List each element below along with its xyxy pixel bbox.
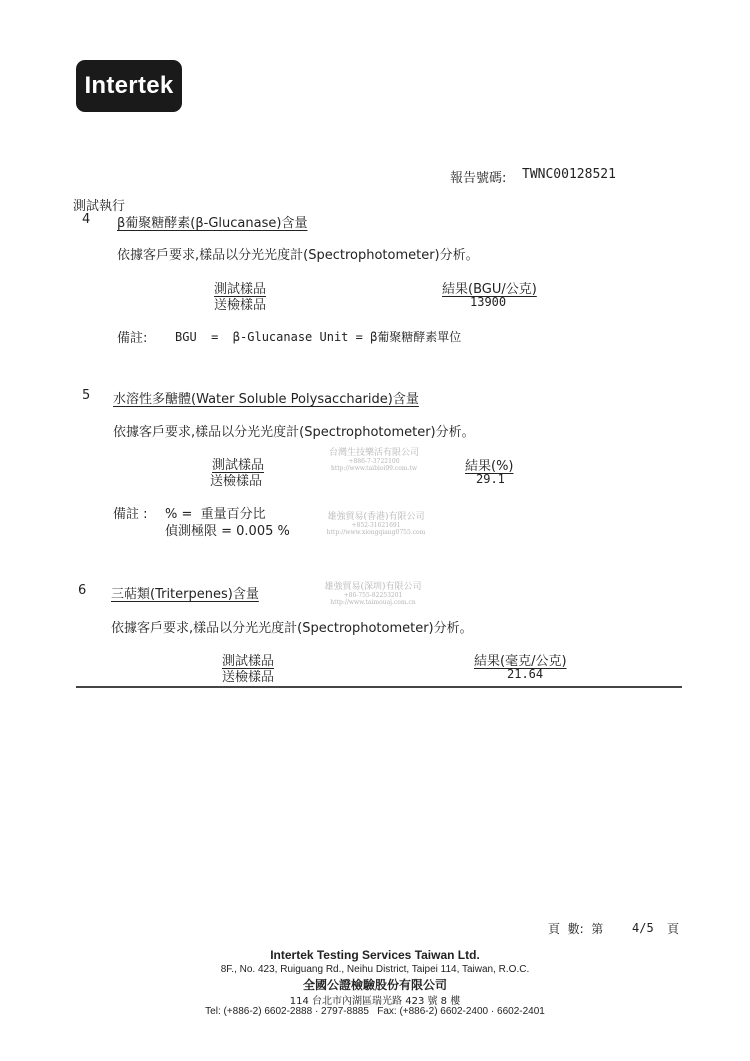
footer-address-zh: 114 台北市內湖區瑞光路 423 號 8 樓 (289, 996, 461, 1007)
watermark-url: http://www.taimouaj.com.cn (330, 599, 416, 606)
result-value: 13900 (470, 295, 507, 309)
watermark-url: http://www.xiongqiang0755.com (326, 529, 426, 536)
watermark-company: 雄強貿易(香港)有限公司 (327, 512, 425, 522)
result-value: 29.1 (476, 472, 505, 486)
sample-name: 送檢樣品 (214, 298, 267, 313)
test-title: 三萜類(Triterpenes)含量 (111, 587, 259, 602)
sample-header: 測試樣品 (214, 282, 267, 297)
test-number: 5 (82, 388, 91, 403)
footer-company-en: Intertek Testing Services Taiwan Ltd. (270, 948, 480, 962)
watermark-phone: +886-7-3722100 (348, 458, 400, 465)
footer-contact: Tel: (+886-2) 6602-2888 · 2797-8885 Fax: (+886-2) 6602-2400 · 6602-2401 (205, 1006, 545, 1017)
note-text: BGU = β-Glucanase Unit = β葡聚糖酵素單位 (175, 330, 462, 344)
watermark-stamp (315, 509, 437, 536)
result-value: 21.64 (507, 667, 544, 681)
report-number-label: 報告號碼: (450, 171, 507, 186)
test-number: 6 (78, 583, 87, 598)
section-divider (76, 686, 682, 688)
test-method: 依據客戶要求,樣品以分光光度計(Spectrophotometer)分析。 (113, 425, 475, 440)
note-line-1: % = 重量百分比 (165, 507, 266, 522)
result-header: 結果(毫克/公克) (474, 654, 567, 669)
intertek-logo (76, 60, 182, 112)
sample-name: 送檢樣品 (210, 474, 263, 489)
note-label: 備註 : (113, 507, 148, 522)
note-line-2: 偵測極限 = 0.005 % (165, 524, 290, 539)
test-number: 4 (82, 212, 91, 227)
result-header: 結果(BGU/公克) (442, 282, 537, 297)
watermark-url: http://www.taibioi99.com.tw (330, 465, 418, 472)
sample-header: 測試樣品 (222, 654, 275, 669)
page-number: 4/5 (632, 921, 654, 935)
note-label: 備註: (117, 331, 148, 346)
page-suffix: 頁 (667, 922, 680, 936)
report-number: TWNC00128521 (522, 167, 616, 182)
watermark-company: 雄強貿易(深圳)有限公司 (324, 582, 422, 592)
watermark-stamp (312, 579, 434, 606)
sample-header: 測試樣品 (212, 458, 265, 473)
watermark-company: 台灣生技樂活有限公司 (328, 448, 419, 458)
footer-company-zh: 全國公證檢驗股份有限公司 (302, 978, 447, 992)
result-header: 結果(%) (465, 459, 514, 474)
watermark-stamp (318, 445, 430, 472)
watermark-phone: +86-755-82253201 (343, 592, 403, 599)
section-heading: 測試執行 (73, 199, 126, 214)
page-label: 頁 數: 第 (548, 922, 604, 936)
test-method: 依據客戶要求,樣品以分光光度計(Spectrophotometer)分析。 (117, 248, 479, 263)
logo-text: Intertek (84, 72, 174, 99)
test-title: 水溶性多醣體(Water Soluble Polysaccharide)含量 (113, 392, 419, 407)
test-method: 依據客戶要求,樣品以分光光度計(Spectrophotometer)分析。 (111, 621, 473, 636)
sample-name: 送檢樣品 (222, 670, 275, 685)
watermark-phone: +852-31621691 (351, 522, 401, 529)
footer-address-en: 8F., No. 423, Ruiguang Rd., Neihu District, Taipei 114, Taiwan, R.O.C. (220, 964, 530, 975)
test-title: β葡聚糖酵素(β-Glucanase)含量 (117, 216, 308, 231)
